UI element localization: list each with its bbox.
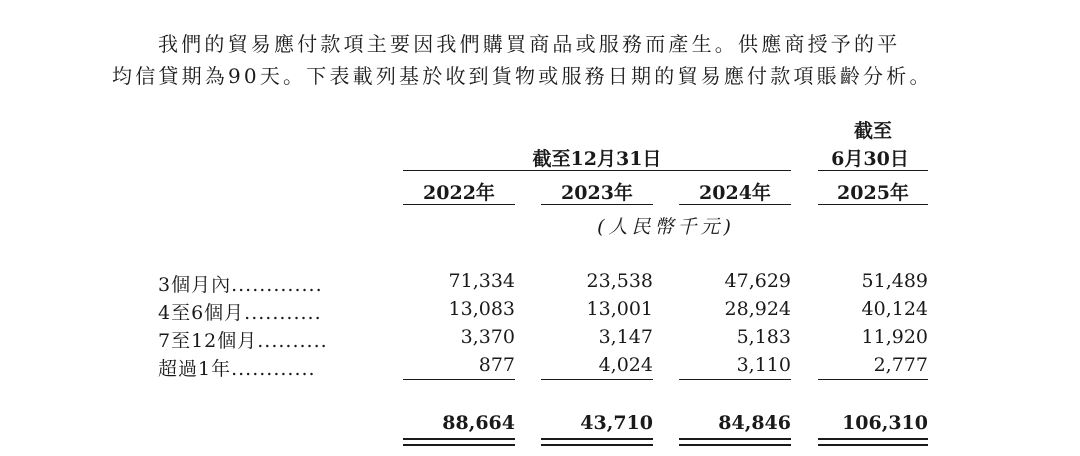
unit-label: (人民幣千元)	[597, 216, 735, 238]
table-cell: 877	[478, 354, 515, 376]
row-label: 超過1年............	[158, 358, 316, 380]
paragraph-line-1: 我們的貿易應付款項主要因我們購買商品或服務而產生。供應商授予的平	[158, 32, 901, 56]
year-rule	[403, 204, 515, 205]
year-header-2025: 2025年	[837, 182, 909, 204]
row-label: 7至12個月..........	[158, 330, 328, 352]
table-cell: 5,183	[736, 326, 791, 348]
paragraph-line-2: 均信貸期為90天。下表載列基於收到貨物或服務日期的貿易應付款項賬齡分析。	[112, 64, 933, 88]
table-cell: 51,489	[861, 270, 928, 292]
table-cell: 40,124	[861, 298, 928, 320]
table-cell: 3,370	[460, 326, 515, 348]
year-rule	[679, 204, 791, 205]
table-cell: 28,924	[724, 298, 791, 320]
table-cell: 3,110	[736, 354, 791, 376]
table-cell: 47,629	[724, 270, 791, 292]
subtotal-rule	[818, 379, 928, 380]
table-cell: 13,001	[586, 298, 653, 320]
group-header-jun30-line2: 6月30日	[831, 148, 909, 170]
total-cell: 88,664	[442, 412, 515, 434]
table-cell: 3,147	[598, 326, 653, 348]
total-double-rule	[403, 438, 515, 446]
year-header-2023: 2023年	[561, 182, 633, 204]
table-cell: 71,334	[448, 270, 515, 292]
table-cell: 4,024	[598, 354, 653, 376]
table-cell: 13,083	[448, 298, 515, 320]
total-cell: 43,710	[580, 412, 653, 434]
total-double-rule	[679, 438, 791, 446]
group-header-dec31: 截至12月31日	[532, 148, 662, 170]
row-label: 3個月內.............	[158, 274, 323, 296]
group-header-rule	[403, 170, 791, 171]
year-rule	[818, 204, 928, 205]
year-header-2024: 2024年	[699, 182, 771, 204]
total-double-rule	[541, 438, 653, 446]
total-cell: 84,846	[718, 412, 791, 434]
row-label: 4至6個月...........	[158, 302, 322, 324]
year-header-2022: 2022年	[423, 182, 495, 204]
group-header-jun30-line1: 截至	[853, 120, 892, 142]
total-double-rule	[818, 438, 928, 446]
subtotal-rule	[403, 379, 515, 380]
subtotal-rule	[679, 379, 791, 380]
table-cell: 11,920	[861, 326, 928, 348]
table-cell: 2,777	[873, 354, 928, 376]
group-header-rule-2	[818, 170, 928, 171]
subtotal-rule	[541, 379, 653, 380]
total-cell: 106,310	[842, 412, 928, 434]
table-cell: 23,538	[586, 270, 653, 292]
year-rule	[541, 204, 653, 205]
